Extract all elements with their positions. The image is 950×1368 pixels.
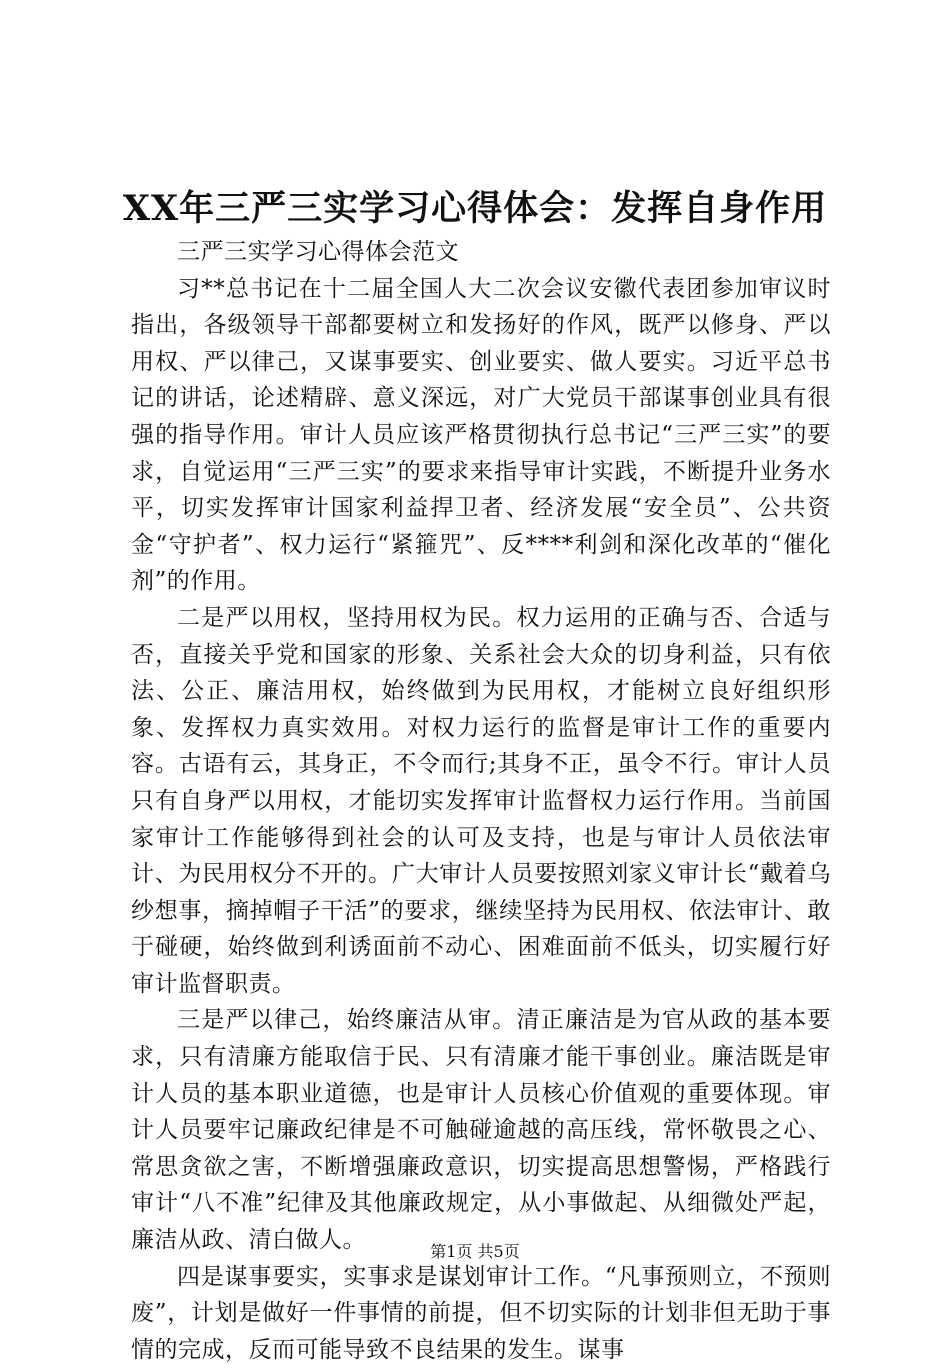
document-title: XX年三严三实学习心得体会：发挥自身作用 bbox=[122, 188, 828, 229]
body-paragraph: 四是谋事要实，实事求是谋划审计工作。“凡事预则立，不预则废”，计划是做好一件事情的前提，但不切实际的计划非但无助于事情的完成，反而可能导致不良结果的发生。谋事 bbox=[131, 1263, 831, 1363]
subtitle-paragraph: 三严三实学习心得体会范文 bbox=[177, 239, 459, 265]
document-body bbox=[131, 234, 831, 1368]
page-number: 第1页 共5页 bbox=[430, 1242, 520, 1261]
body-paragraph: 二是严以用权，坚持用权为民。权力运用的正确与否、合适与否，直接关乎党和国家的形象、关系社会大众的切身利益，只有依法、公正、廉洁用权，始终做到为民用权，才能树立良好组织形象、发挥权力真实效用。对权力运行的监督是审计工作的重要内容。古语有云，其身正，不令而行;其身不正，虽令不行。审计人员只有自身严以用权，才能切实发挥审计监督权力运行作用。当前国家审计工作能够得到社会的认可及支持，也是与审计人员依法审计、为民用权分不开的。广大审计人员要按照刘家义审计长“戴着乌纱想事，摘掉帽子干活”的要求，继续坚持为民用权、依法审计、敢于碰硬，始终做到利诱面前不动心、困难面前不低头，切实履行好审计监督职责。 bbox=[131, 604, 831, 997]
body-paragraph: 习**总书记在十二届全国人大二次会议安徽代表团参加审议时指出，各级领导干部都要树立和发扬好的作风，既严以修身、严以用权、严以律己，又谋事要实、创业要实、做人要实。习近平总书记的讲话，论述精辟、意义深远，对广大党员干部谋事创业具有很强的指导作用。审计人员应该严格贯彻执行总书记“三严三实”的要求，自觉运用“三严三实”的要求来指导审计实践，不断提升业务水平，切实发挥审计国家利益捍卫者、经济发展“安全员”、公共资金“守护者”、权力运行“紧箍咒”、反****利剑和深化改革的“催化剂”的作用。 bbox=[131, 275, 831, 595]
page-footer bbox=[0, 1240, 950, 1264]
body-paragraph: 三是严以律己，始终廉洁从审。清正廉洁是为官从政的基本要求，只有清廉方能取信于民、只有清廉才能干事创业。廉洁既是审计人员的基本职业道德，也是审计人员核心价值观的重要体现。审计人员要牢记廉政纪律是不可触碰逾越的高压线，常怀敬畏之心、常思贪欲之害，不断增强廉政意识，切实提高思想警惕，严格践行审计“八不准”纪律及其他廉政规定，从小事做起、从细微处严起，廉洁从政、清白做人。 bbox=[131, 1007, 831, 1254]
